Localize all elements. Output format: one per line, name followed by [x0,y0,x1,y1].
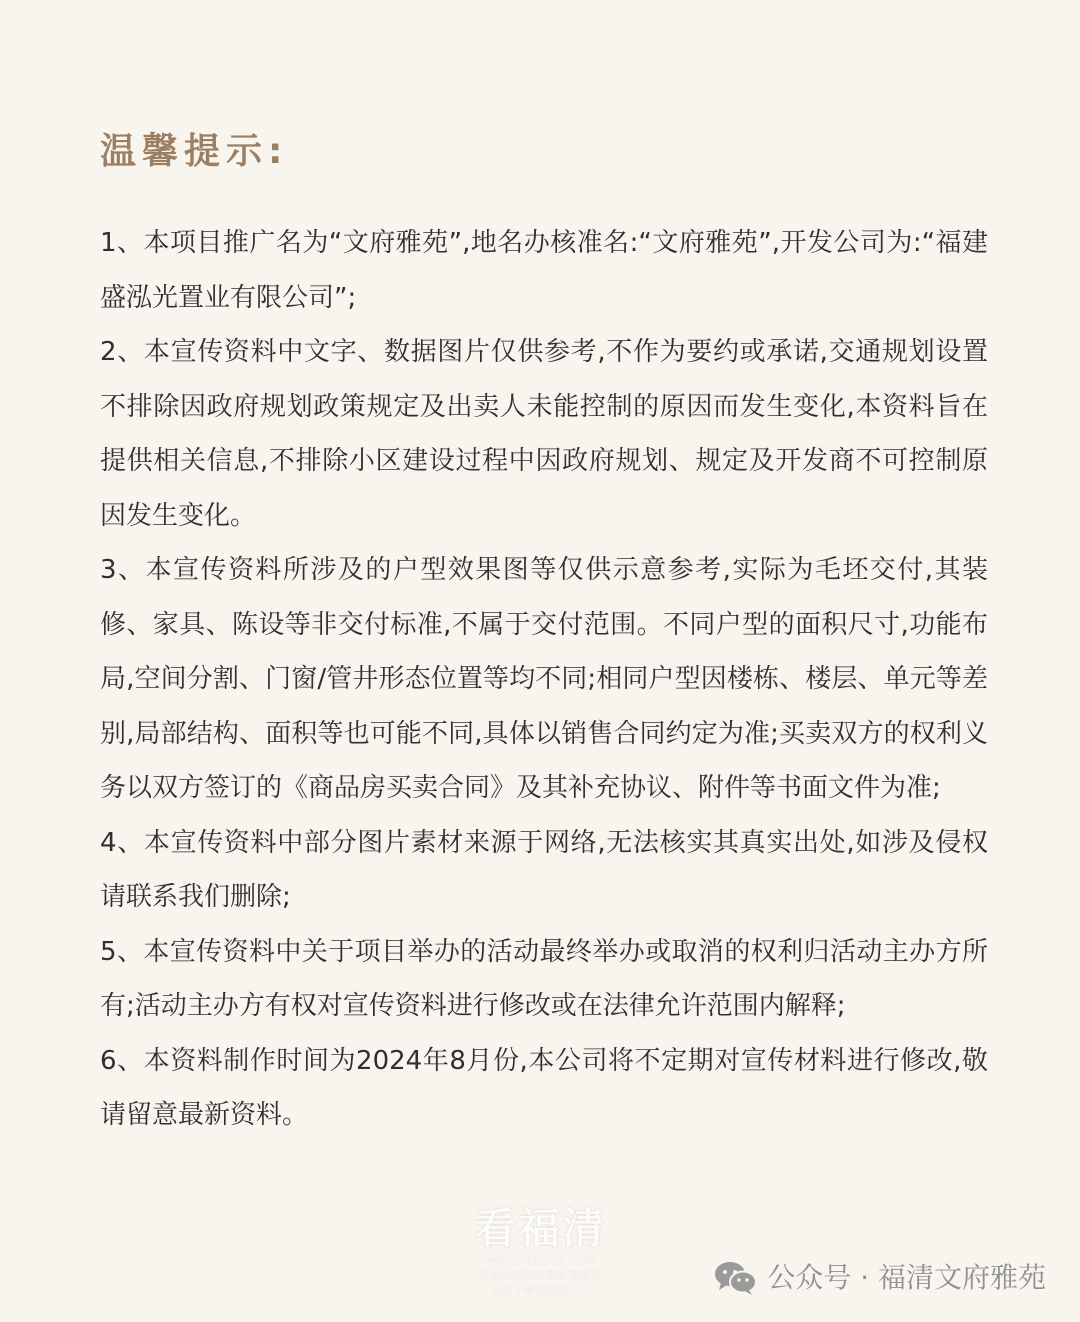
site-watermark [460,1204,620,1298]
notice-item-2: 2、本宣传资料中文字、数据图片仅供参考,不作为要约或承诺,交通规划设置不排除因政府规划政策规定及出卖人未能控制的原因而发生变化,本资料旨在提供相关信息,不排除小区建设过程中因政府规划、规定及开发商不可控制原因发生变化。 [100,337,988,531]
watermark-line-1: 手机应用商店搜索看福清 [479,1269,601,1282]
notice-list [100,216,988,1143]
notice-item-1: 1、本项目推广名为“文府雅苑”,地名办核准名:“文府雅苑”,开发公司为:“福建盛泓光置业有限公司”; [100,228,988,313]
notice-item-5: 5、本宣传资料中关于项目举办的活动最终举办或取消的权利归活动主办方所有;活动主办方有权对宣传资料进行修改或在法律允许范围内解释; [100,936,988,1021]
notice-item-4: 4、本宣传资料中部分图片素材来源于网络,无法核实其真实出处,如涉及侵权请联系我们删除; [100,827,988,912]
wechat-icon [713,1260,757,1296]
official-account-badge [713,1258,1046,1298]
watermark-url: WWW.FQLOOK.COM [485,1254,595,1267]
official-account-label: 公众号 · 福清文府雅苑 [767,1261,1046,1294]
notice-item-3: 3、本宣传资料所涉及的户型效果图等仅供示意参考,实际为毛坯交付,其装修、家具、陈设等非交付标准,不属于交付范围。不同户型的面积尺寸,功能布局,空间分割、门窗/管井形态位置等均不同;相同户型因楼栋、楼层、单元等差别,局部结构、面积等也可能不同,具体以销售合同约定为准;买卖双方的权利义务以双方签订的《商品房买卖合同》及其补充协议、附件等书面文件为准; [100,555,988,803]
notice-item-6: 6、本资料制作时间为2024年8月份,本公司将不定期对宣传材料进行修改,敬请留意最新资料。 [100,1045,988,1130]
watermark-logo-text: 看福清 [473,1204,606,1253]
watermark-line-2: 均可下载看福清APP [491,1284,589,1297]
page-title: 温馨提示: [100,131,289,172]
